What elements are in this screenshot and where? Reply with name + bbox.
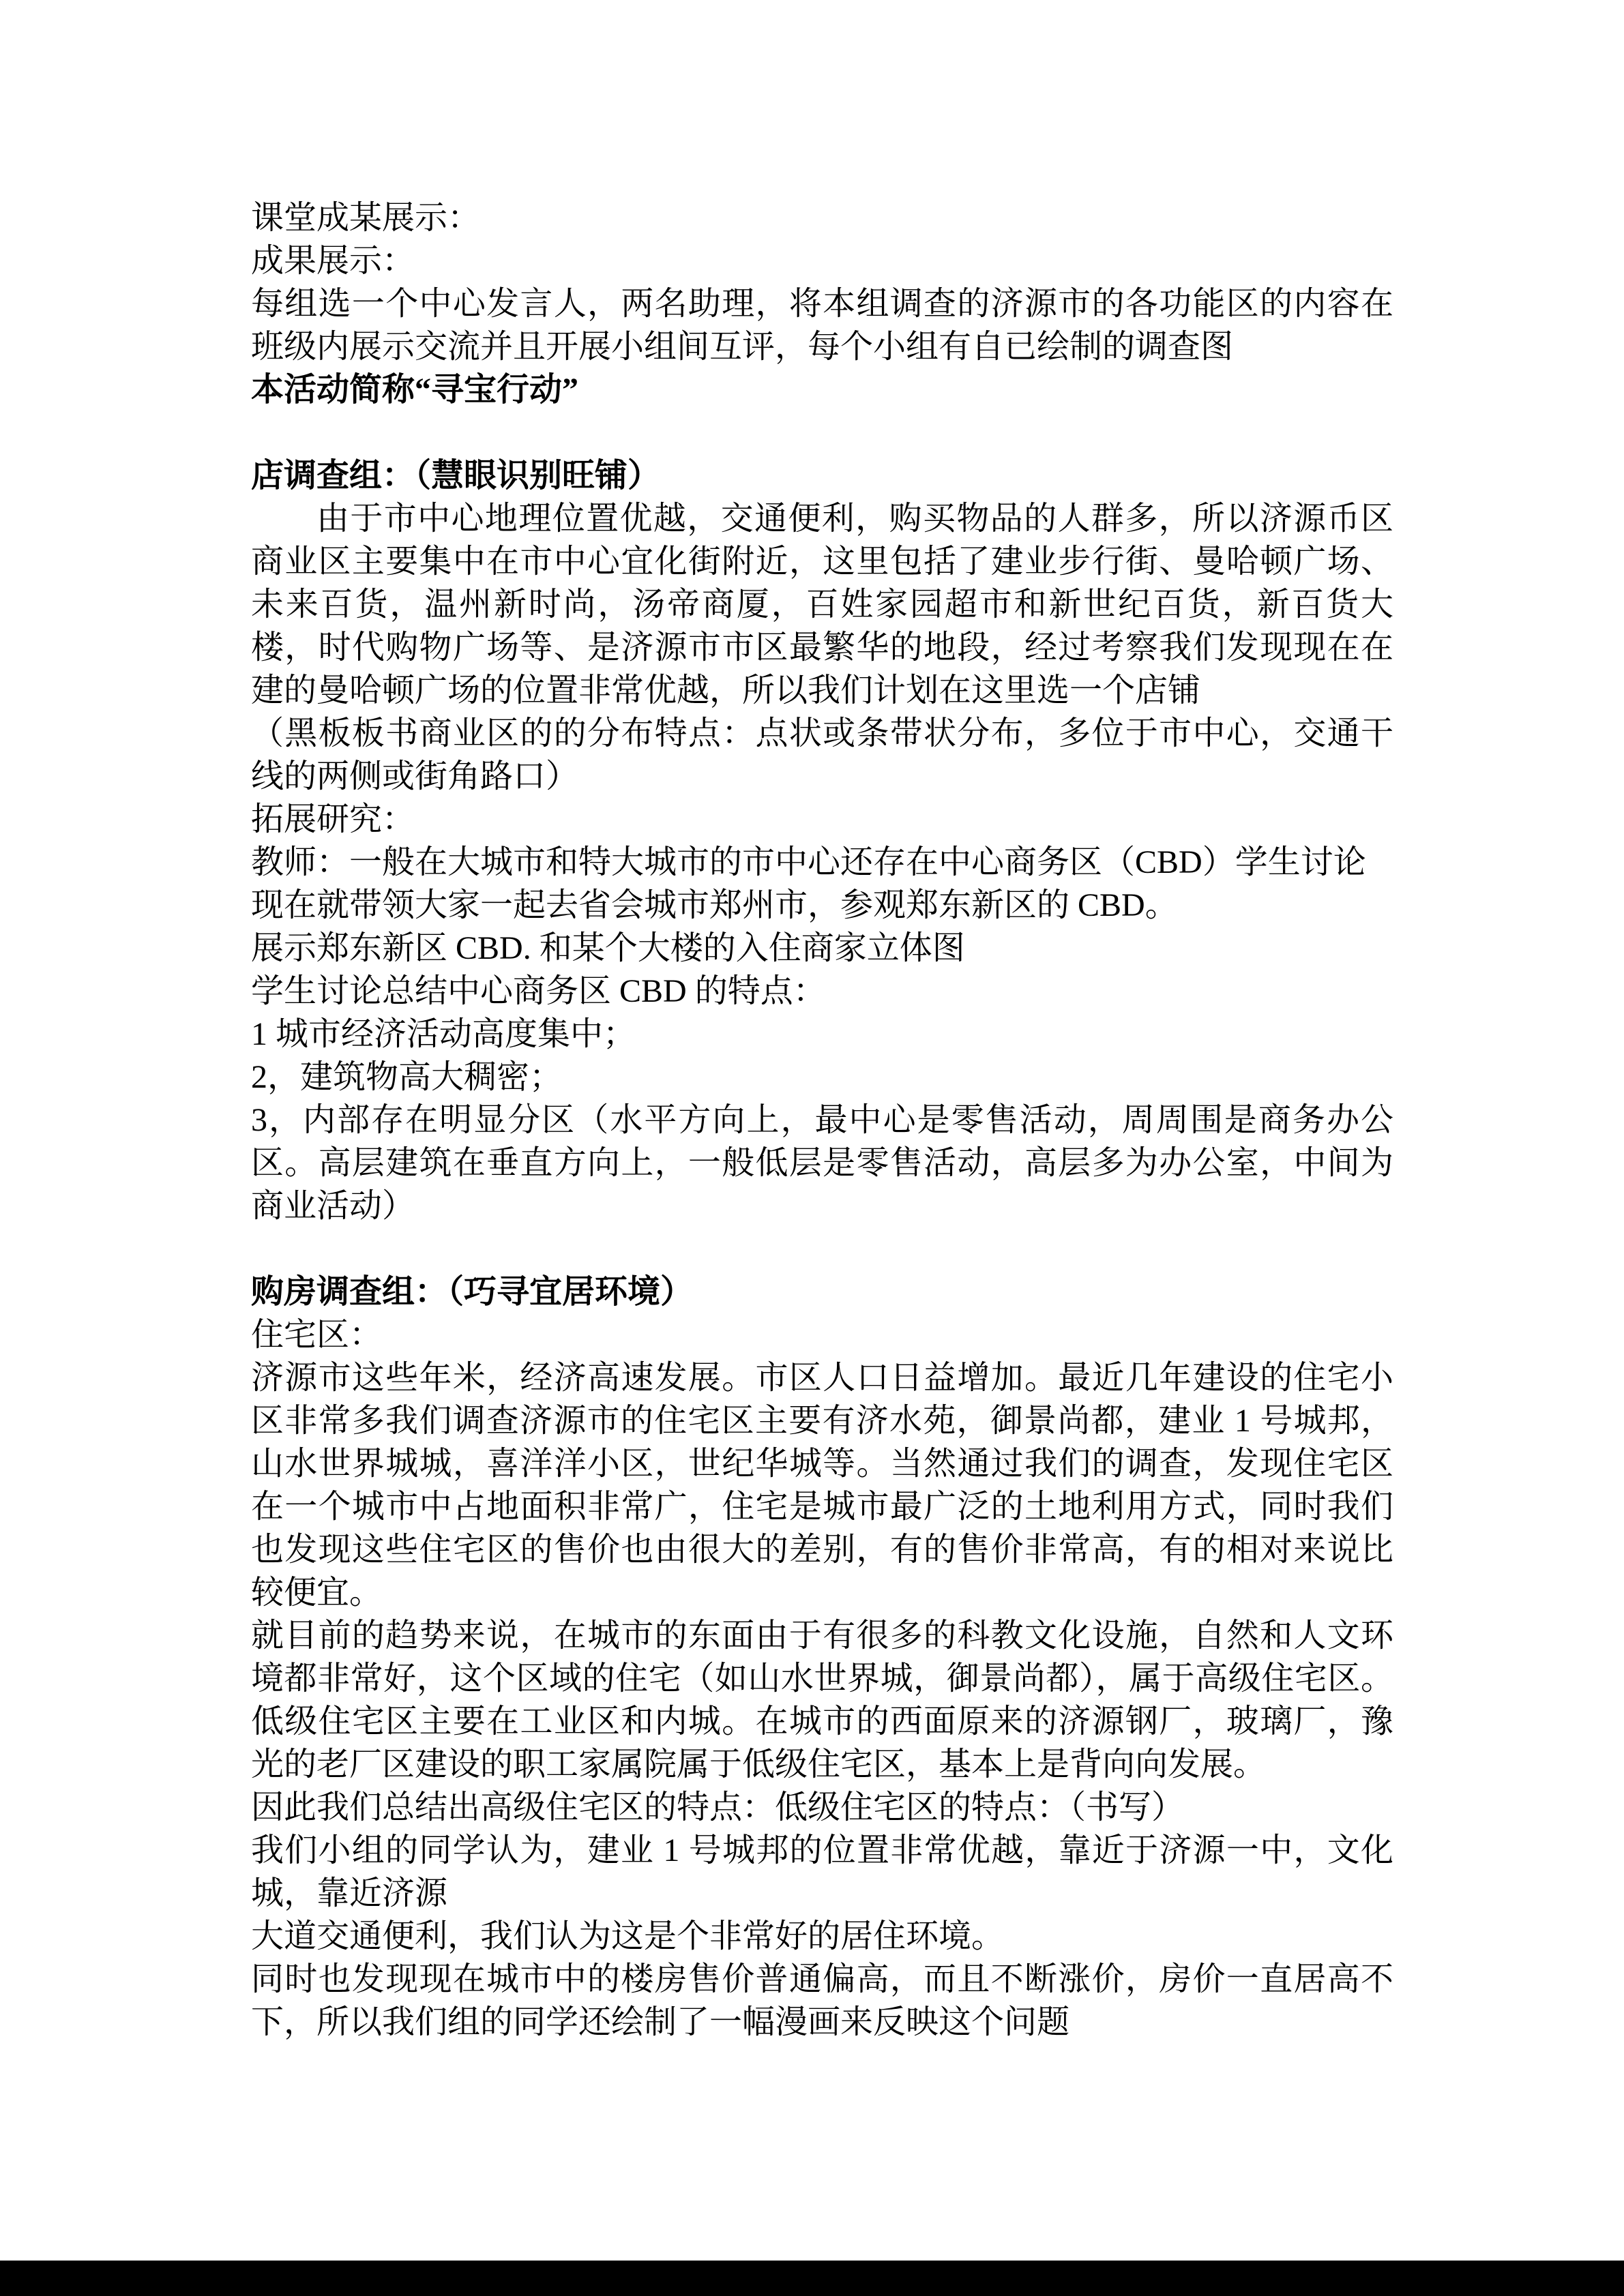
paragraph: （黑板板书商业区的的分布特点：点状或条带状分布，多位于市中心，交通干线的两侧或街角路口） bbox=[251, 715, 1393, 794]
paragraph: 课堂成某展示： bbox=[251, 200, 481, 236]
blank-line bbox=[251, 411, 1393, 454]
paragraph: 成果展示： bbox=[251, 243, 415, 279]
paragraph: 就目前的趋势来说，在城市的东面由于有很多的科教文化设施，自然和人文环境都非常好，这个区域的住宅（如山水世界城，御景尚都），属于高级住宅区。低级住宅区主要在工业区和内城。在城市的西面原来的济源钢厂，玻璃厂，豫光的老厂区建设的职工家属院属于低级住宅区，基本上是背向向发展。 bbox=[251, 1617, 1393, 1783]
paragraph: 现在就带领大家一起去省会城市郑州市，参观郑东新区的 CBD。 bbox=[251, 887, 1178, 923]
page-bottom-edge bbox=[0, 2261, 1624, 2296]
paragraph: 拓展研究： bbox=[251, 801, 415, 837]
paragraph: 济源市这些年米，经济高速发展。市区人口日益增加。最近几年建设的住宅小区非常多我们调查济源市的住宅区主要有济水苑，御景尚都，建业 1 号城邦，山水世界城城，喜洋洋小区，世纪华城等。当然通过我们的调查，发现住宅区在一个城市中占地面积非常广，住宅是城市最广泛的土地利用方式，同时我们也发现这些住宅区的售价也由很大的差别，有的售价非常高，有的相对来说比较便宜。 bbox=[251, 1360, 1393, 1611]
paragraph: 同时也发现现在城市中的楼房售价普通偏高，而且不断涨价，房价一直居高不下，所以我们组的同学还绘制了一幅漫画来反映这个问题 bbox=[251, 1961, 1393, 2040]
section-heading-shop-survey: 店调查组：（慧眼识别旺铺） bbox=[251, 458, 661, 494]
section-heading-housing-survey: 购房调查组：（巧寻宜居环境） bbox=[251, 1274, 694, 1310]
paragraph: 展示郑东新区 CBD. 和某个大楼的入住商家立体图 bbox=[251, 930, 965, 966]
paragraph: 因此我们总结出高级住宅区的特点：低级住宅区的特点：（书写） bbox=[251, 1789, 1185, 1825]
paragraph: 大道交通便利，我们认为这是个非常好的居住环境。 bbox=[251, 1918, 1005, 1954]
paragraph: 住宅区： bbox=[251, 1317, 383, 1353]
activity-title: 本活动简称“寻宝行动” bbox=[251, 372, 579, 408]
blank-line bbox=[251, 1227, 1393, 1270]
paragraph: 学生讨论总结中心商务区 CBD 的特点： bbox=[251, 973, 826, 1009]
paragraph: 每组选一个中心发言人，两名助理，将本组调查的济源市的各功能区的内容在班级内展示交流并且开展小组间互评，每个小组有自已绘制的调查图 bbox=[251, 286, 1393, 365]
list-item: 1 城市经济活动高度集中； bbox=[251, 1016, 636, 1052]
list-item: 3，内部存在明显分区（水平方向上，最中心是零售活动，周周围是商务办公区。高层建筑在垂直方向上，一般低层是零售活动，高层多为办公室，中间为商业活动） bbox=[251, 1102, 1393, 1224]
paragraph: 教师：一般在大城市和特大城市的市中心还存在中心商务区（CBD）学生讨论 bbox=[251, 844, 1366, 880]
paragraph: 我们小组的同学认为，建业 1 号城邦的位置非常优越，靠近于济源一中，文化城，靠近济源 bbox=[251, 1832, 1393, 1911]
paragraph: 由于市中心地理位置优越，交通便利，购买物品的人群多，所以济源币区商业区主要集中在市中心宜化街附近，这里包括了建业步行街、曼哈顿广场、未来百货，温州新时尚，汤帝商厦，百姓家园超市和新世纪百货，新百货大楼，时代购物广场等、是济源市市区最繁华的地段，经过考察我们发现现在在建的曼哈顿广场的位置非常优越，所以我们计划在这里选一个店铺 bbox=[251, 501, 1393, 709]
text-block bbox=[251, 196, 1393, 2044]
list-item: 2，建筑物高大稠密； bbox=[251, 1059, 563, 1095]
